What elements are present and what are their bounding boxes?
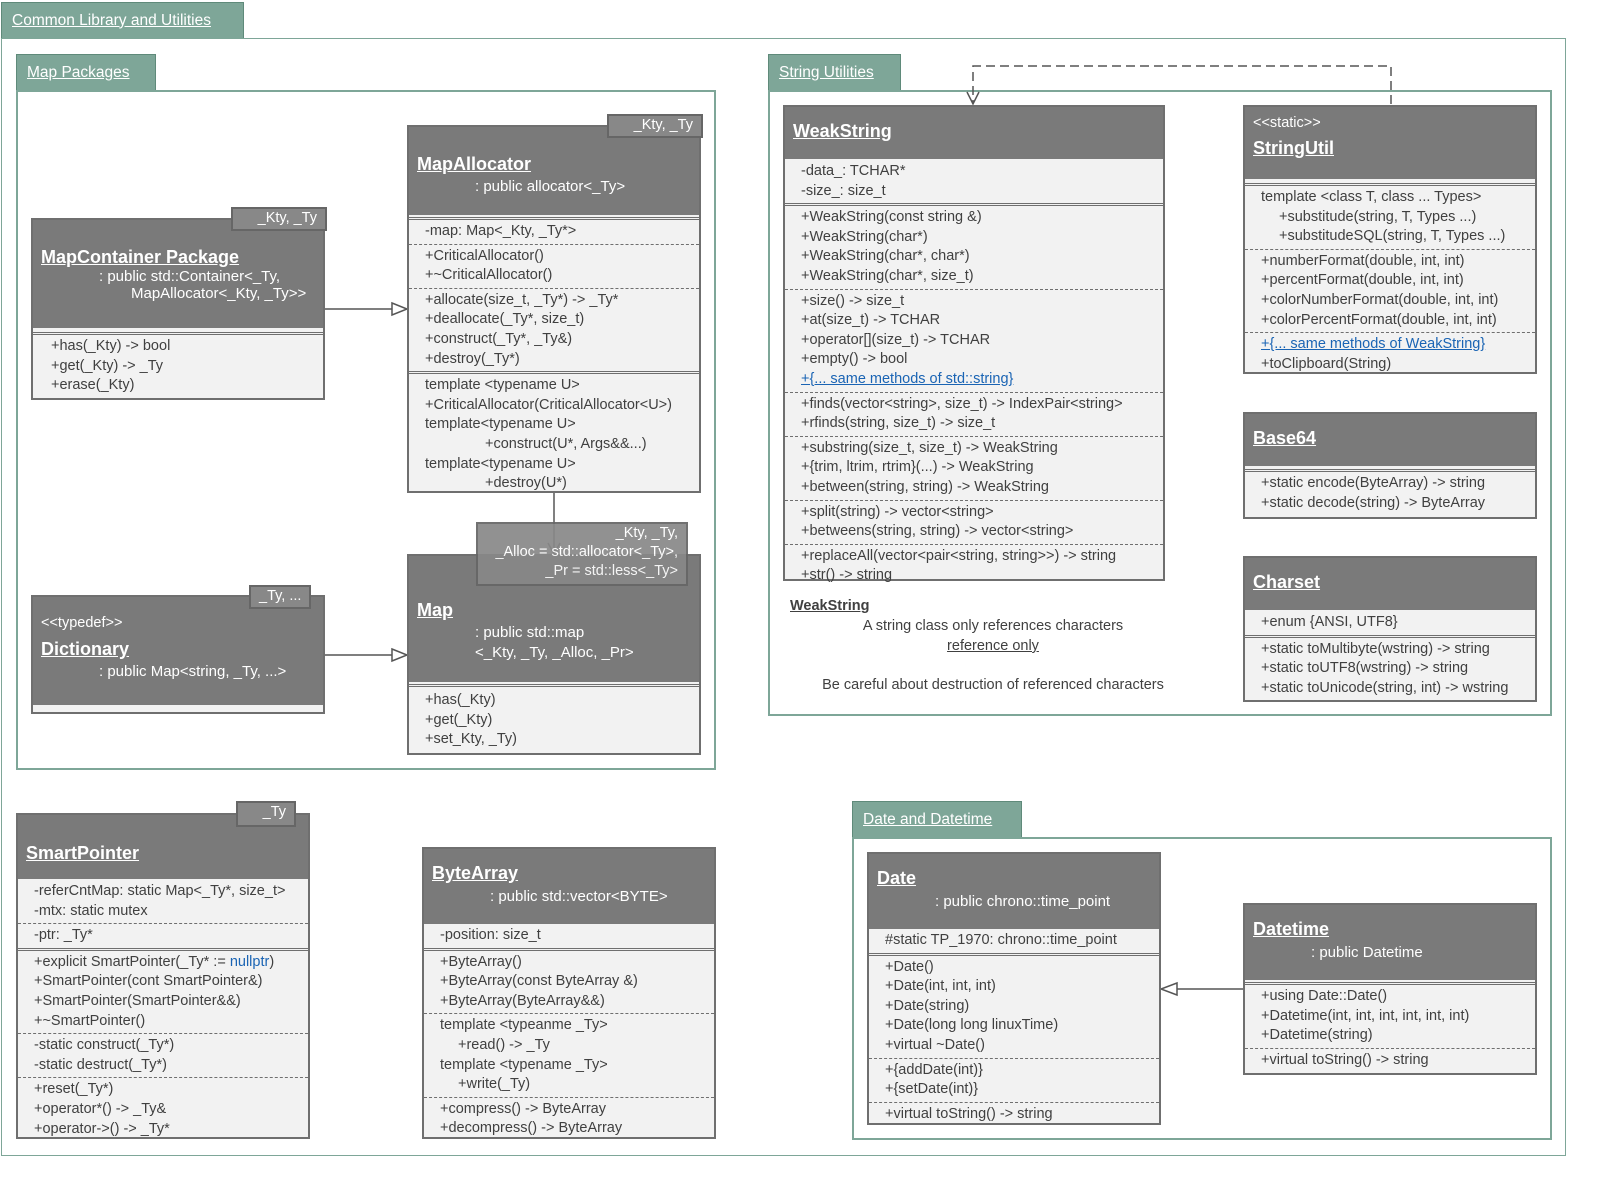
datetime-name: Datetime <box>1253 919 1330 939</box>
byte-array-templates <box>424 1013 714 1096</box>
field: -mtx: static mutex <box>34 902 148 919</box>
date-name: Date <box>877 868 917 888</box>
map-allocator-name: MapAllocator <box>417 154 532 174</box>
template-line: +construct(U*, Args&&...) <box>485 435 647 452</box>
template-line: template <typename _Ty> <box>440 1056 608 1073</box>
string-util-formats <box>1245 249 1535 332</box>
date-base: : public chrono::time_point <box>935 893 1111 910</box>
string-utilities-tab[interactable]: String Utilities <box>768 54 901 91</box>
map-container-base-cont: MapAllocator<_Kty, _Ty>> <box>131 285 307 302</box>
smart-pointer-template-params: _Ty <box>236 801 296 827</box>
method: +erase(_Kty) <box>51 377 135 394</box>
ctor: +Date(string) <box>885 997 970 1014</box>
weak-string-note-title: WeakString <box>790 598 870 614</box>
ctor: +ByteArray(ByteArray&&) <box>440 992 605 1009</box>
charset-class[interactable] <box>1243 556 1537 702</box>
ctor: +WeakString(char*, char*) <box>801 248 970 265</box>
method: +deallocate(_Ty*, size_t) <box>425 311 585 328</box>
map-base-cont: <_Kty, _Ty, _Alloc, _Pr> <box>475 644 634 661</box>
method: +betweens(string, string) -> vector<string> <box>801 523 1074 540</box>
string-util-stereotype: <<static>> <box>1253 115 1321 131</box>
date-datetime-tab[interactable]: Date and Datetime <box>852 801 1022 838</box>
root-package-tab[interactable]: Common Library and Utilities <box>1 2 244 39</box>
ctor: +ByteArray(const ByteArray &) <box>440 973 638 990</box>
datetime-ctors <box>1245 982 1535 1048</box>
weak-string-note-line1: A string class only references characters <box>862 618 1124 634</box>
date-ctors <box>869 953 1159 1058</box>
map-container-template-params: _Kty, _Ty <box>231 207 327 231</box>
method: +construct(_Ty*, _Ty&) <box>425 330 573 347</box>
string-util-class[interactable] <box>1243 105 1537 374</box>
method: +operator*() -> _Ty& <box>34 1100 167 1117</box>
method: +rfinds(string, size_t) -> size_t <box>801 415 996 432</box>
string-util-templates <box>1245 183 1535 249</box>
template-line: +substitude(string, T, Types ...) <box>1279 208 1477 225</box>
byte-array-fields <box>424 924 714 948</box>
method: +colorNumberFormat(double, int, int) <box>1261 291 1499 308</box>
method: +set_Kty, _Ty) <box>425 731 518 748</box>
weak-string-name: WeakString <box>793 121 892 141</box>
date-class[interactable] <box>867 852 1161 1125</box>
method: +numberFormat(double, int, int) <box>1261 252 1465 269</box>
datetime-base: : public Datetime <box>1311 944 1423 961</box>
template-line: template <typename U> <box>425 377 580 394</box>
method: +get(_Kty) <box>425 711 493 728</box>
std-string-methods-link[interactable]: +{... same methods of std::string} <box>801 370 1014 387</box>
ctor: +WeakString(const string &) <box>801 209 982 226</box>
method: +colorPercentFormat(double, int, int) <box>1261 311 1497 328</box>
map-methods <box>409 684 699 752</box>
map-allocator-ctors <box>409 244 699 288</box>
ctor: +~SmartPointer() <box>34 1012 146 1029</box>
weak-string-finds <box>785 392 1163 436</box>
map-allocator-templates <box>409 371 699 496</box>
byte-array-base: : public std::vector<BYTE> <box>490 888 668 905</box>
field: -size_: size_t <box>801 182 886 199</box>
ctor: +Datetime(int, int, int, int, int, int) <box>1261 1007 1470 1024</box>
field: -map: Map<_Kty, _Ty*> <box>425 223 577 239</box>
template-line: template <typeanme _Ty> <box>440 1017 608 1034</box>
dictionary-template-params: _Ty, ... <box>249 585 311 609</box>
field: -referCntMap: static Map<_Ty*, size_t> <box>34 883 286 899</box>
method: +split(string) -> vector<string> <box>801 503 994 520</box>
map-base: : public std::map <box>475 624 585 641</box>
charset-fields <box>1245 610 1535 635</box>
ctor: +WeakString(char*, size_t) <box>801 267 974 284</box>
weak-string-ctors <box>785 203 1163 288</box>
method: +get(_Kty) -> _Ty <box>51 357 164 374</box>
template-line: +substitudeSQL(string, T, Types ...) <box>1279 228 1506 245</box>
datetime-class[interactable] <box>1243 903 1537 1075</box>
weak-string-methods-link[interactable]: +{... same methods of WeakString} <box>1261 336 1486 353</box>
method: +operator[](size_t) -> TCHAR <box>801 331 991 348</box>
ctor-text-end: ) <box>269 953 275 970</box>
date-setters <box>869 1058 1159 1102</box>
template-line: +read() -> _Ty <box>458 1036 550 1053</box>
method: +destroy(_Ty*) <box>425 350 520 367</box>
datetime-methods <box>1245 1048 1535 1073</box>
method: +static encode(ByteArray) -> string <box>1261 475 1486 491</box>
ctor: +Date(long long linuxTime) <box>885 1017 1059 1034</box>
field: +enum {ANSI, UTF8} <box>1261 614 1398 630</box>
string-util-name: StringUtil <box>1253 138 1334 158</box>
template-line: template<typename U> <box>425 416 576 433</box>
method: +replaceAll(vector<pair<string, string>>) -> string <box>801 547 1117 564</box>
method: +{addDate(int)} <box>885 1061 983 1078</box>
ctor: +SmartPointer(cont SmartPointer&) <box>34 973 263 990</box>
method: +allocate(size_t, _Ty*) -> _Ty* <box>425 291 619 308</box>
smart-pointer-class[interactable] <box>16 813 310 1139</box>
method: +compress() -> ByteArray <box>440 1100 606 1117</box>
template-line: template <class T, class ... Types> <box>1261 189 1482 205</box>
base64-name: Base64 <box>1253 428 1317 448</box>
ctor: +Date(int, int, int) <box>885 978 996 995</box>
method: +operator->() -> _Ty* <box>34 1120 170 1137</box>
method: +at(size_t) -> TCHAR <box>801 312 941 329</box>
map-allocator-base: : public allocator<_Ty> <box>475 178 626 195</box>
stringutil-to-weakstring <box>973 66 1391 104</box>
string-util-misc <box>1245 332 1535 376</box>
ctor: +Date() <box>885 958 934 975</box>
map-template-params <box>476 522 688 586</box>
dictionary-stereotype: <<typedef>> <box>41 615 123 631</box>
ctor: +using Date::Date() <box>1261 988 1388 1004</box>
smart-pointer-fields2 <box>18 923 308 948</box>
map-allocator-class[interactable] <box>407 125 701 493</box>
charset-methods <box>1245 635 1535 701</box>
smart-pointer-fields <box>18 879 308 923</box>
smart-pointer-name: SmartPointer <box>26 843 140 863</box>
ctor: +CriticalAllocator() <box>425 247 544 264</box>
smart-pointer-methods <box>18 1077 308 1141</box>
map-allocator-template-params: _Kty, _Ty <box>607 114 703 138</box>
method: +size() -> size_t <box>801 292 905 309</box>
ctor: +virtual ~Date() <box>885 1036 985 1053</box>
method: +finds(vector<string>, size_t) -> IndexPair<string> <box>801 395 1123 412</box>
template-line: +destroy(U*) <box>485 475 567 492</box>
map-container-class[interactable] <box>31 218 325 400</box>
method: +percentFormat(double, int, int) <box>1261 272 1464 289</box>
byte-array-methods <box>424 1097 714 1141</box>
method: +virtual toString() -> string <box>1261 1051 1429 1068</box>
field: -data_: TCHAR* <box>801 163 906 179</box>
method: +substring(size_t, size_t) -> WeakString <box>801 439 1058 456</box>
method: +str() -> string <box>801 567 893 584</box>
method: +static decode(string) -> ByteArray <box>1261 494 1486 511</box>
map-allocator-fields <box>409 217 699 244</box>
field: -ptr: _Ty* <box>34 927 93 944</box>
dictionary-base: : public Map<string, _Ty, ...> <box>99 663 287 680</box>
byte-array-class[interactable] <box>422 847 716 1139</box>
field: -position: size_t <box>440 927 541 943</box>
method: +reset(_Ty*) <box>34 1081 114 1098</box>
weak-string-misc <box>785 544 1163 588</box>
method: +decompress() -> ByteArray <box>440 1120 623 1137</box>
base64-class[interactable] <box>1243 412 1537 519</box>
map-container-name: MapContainer Package <box>41 247 240 267</box>
template-param: _Pr = std::less<_Ty> <box>545 563 678 579</box>
date-fields <box>869 929 1159 953</box>
method: +static toMultibyte(wstring) -> string <box>1261 640 1490 657</box>
base64-methods <box>1245 469 1535 515</box>
method: +toClipboard(String) <box>1261 355 1392 372</box>
weak-string-fields <box>785 159 1163 203</box>
method: +static toUnicode(string, int) -> wstring <box>1261 679 1509 696</box>
dictionary-name: Dictionary <box>41 639 130 659</box>
method: +{setDate(int)} <box>885 1081 979 1098</box>
map-allocator-methods <box>409 288 699 371</box>
ctor: +~CriticalAllocator() <box>425 267 553 284</box>
method: +virtual toString() -> string <box>885 1105 1053 1122</box>
ctor: +ByteArray() <box>440 953 522 970</box>
map-container-methods <box>33 332 323 398</box>
weak-string-splits <box>785 500 1163 544</box>
weak-string-substrings <box>785 436 1163 500</box>
method: -static construct(_Ty*) <box>34 1037 175 1054</box>
method: +between(string, string) -> WeakString <box>801 478 1049 495</box>
smart-pointer-statics <box>18 1033 308 1077</box>
template-line: +write(_Ty) <box>458 1076 531 1093</box>
dictionary-class[interactable] <box>31 595 325 714</box>
method: +has(_Kty) -> bool <box>51 338 171 354</box>
map-container-base: : public std::Container<_Ty, <box>99 268 281 285</box>
ctor <box>34 953 298 973</box>
template-param: _Alloc = std::allocator<_Ty>, <box>495 544 678 560</box>
template-line: +CriticalAllocator(CriticalAllocator<U>) <box>425 396 672 413</box>
method: +empty() -> bool <box>801 351 908 368</box>
map-packages-tab[interactable]: Map Packages <box>16 54 156 91</box>
date-methods <box>869 1102 1159 1127</box>
method: +has(_Kty) <box>425 692 496 708</box>
byte-array-name: ByteArray <box>432 863 519 883</box>
template-param: _Kty, _Ty, <box>615 525 678 541</box>
ctor: +WeakString(char*) <box>801 228 928 245</box>
method: +static toUTF8(wstring) -> string <box>1261 660 1469 677</box>
field: #static TP_1970: chrono::time_point <box>885 932 1117 948</box>
ctor: +Datetime(string) <box>1261 1027 1373 1044</box>
method: -static destruct(_Ty*) <box>34 1056 167 1073</box>
weak-string-access <box>785 289 1163 392</box>
map-name: Map <box>417 600 453 620</box>
smart-pointer-ctors <box>18 948 308 1033</box>
weak-string-class[interactable] <box>783 105 1165 584</box>
method: +{trim, ltrim, rtrim}(...) -> WeakString <box>801 459 1034 476</box>
template-line: template<typename U> <box>425 455 576 472</box>
weak-string-note-line2: reference only <box>947 638 1039 654</box>
ctor: +SmartPointer(SmartPointer&&) <box>34 992 241 1009</box>
charset-name: Charset <box>1253 572 1321 592</box>
weak-string-note-line3: Be careful about destruction of referenced characters <box>822 677 1164 693</box>
nullptr-keyword: nullptr <box>229 953 270 970</box>
byte-array-ctors <box>424 948 714 1014</box>
ctor-text: +explicit SmartPointer(_Ty* := <box>34 953 230 970</box>
